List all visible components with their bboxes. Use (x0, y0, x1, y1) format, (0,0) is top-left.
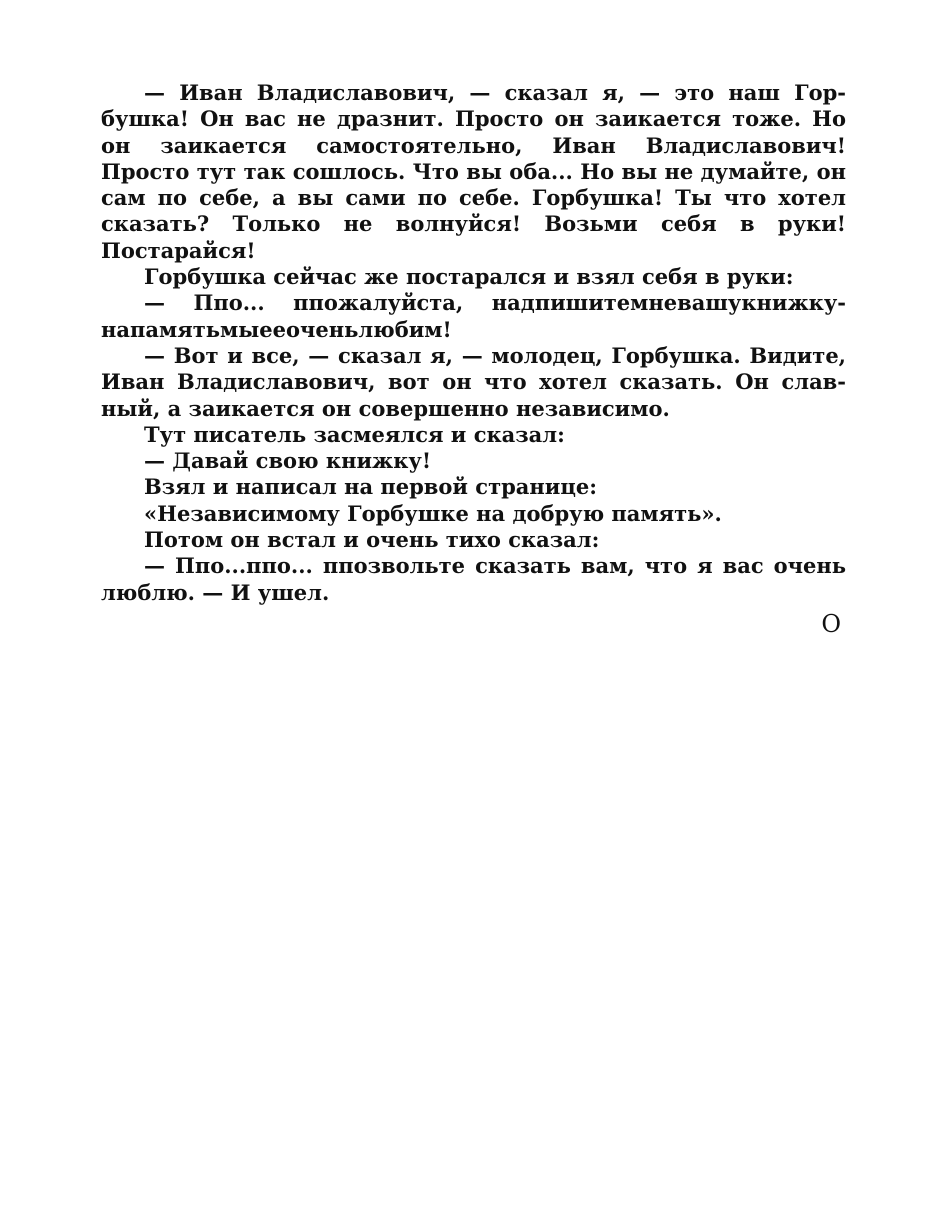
end-mark: О (821, 610, 841, 638)
paragraph: «Независимому Горбушке на добрую память». (144, 500, 722, 526)
paragraph: — Давай свою книжку! (144, 448, 432, 474)
paragraph: Потом он встал и очень тихо сказал: (144, 527, 600, 553)
paragraph: — Ппо...ппо... ппозвольте сказать вам, что я вас очень люблю. — И ушел. (101, 553, 846, 605)
document-body (101, 80, 846, 606)
paragraph: Тут писатель засмеялся и сказал: (144, 421, 565, 447)
paragraph: — Ппо... ппожалуйста, надпишитемневашукнижкунапамятьмыееоченьлюбим! (101, 290, 846, 342)
paragraph: — Вот и все, — сказал я, — молодец, Горбушка. Видите, Иван Владиславович, вот он что хотел сказать. Он славный, а заикается он совершенно независимо. (101, 342, 846, 421)
paragraph: — Иван Владиславович, — сказал я, — это наш Горбушка! Он вас не дразнит. Просто он заикается тоже. Но он заикается самостоятельно, Иван Владиславович! Просто тут так сошлось. Что вы оба... Но вы не думайте, он сам по себе, а вы сами по себе. Горбушка! Ты что хотел сказать? Только не волнуйся! Возьми себя в руки! Постарайся! (101, 80, 846, 263)
paragraph: Взял и написал на первой странице: (144, 474, 597, 500)
paragraph: Горбушка сейчас же постарался и взял себя в руки: (144, 264, 794, 290)
